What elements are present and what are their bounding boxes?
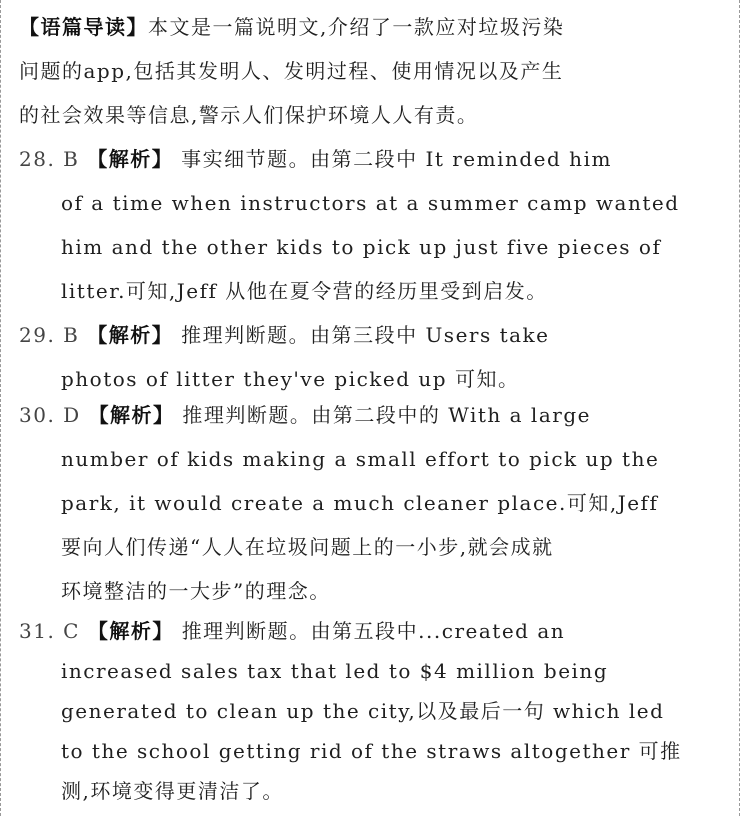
answer-line: number of kids making a small effort to pick up the (61, 447, 660, 471)
answer-line: litter.可知,Jeff 从他在夏令营的经历里受到启发。 (61, 279, 548, 303)
intro-line: 问题的app,包括其发明人、发明过程、使用情况以及产生 (19, 59, 564, 83)
analysis-tag: 【解析】 (88, 403, 175, 427)
answer-line: 30. D 【解析】 推理判断题。由第二段中的 With a large (19, 403, 591, 427)
answer-line: 31. C 【解析】 推理判断题。由第五段中...created an (19, 619, 566, 643)
answer-line: 环境整洁的一大步”的理念。 (61, 579, 331, 603)
answer-number: 28. B (19, 147, 80, 171)
answer-line: to the school getting rid of the straws altogether 可推 (61, 739, 682, 763)
answer-number: 29. B (19, 323, 80, 347)
answer-number: 31. C (19, 619, 80, 643)
reading-guide-tag: 【语篇导读】 (19, 15, 148, 39)
analysis-tag: 【解析】 (87, 147, 174, 171)
answer-line: of a time when instructors at a summer camp wanted (61, 191, 680, 215)
answer-line: 28. B 【解析】 事实细节题。由第二段中 It reminded him (19, 147, 612, 171)
intro-line: 的社会效果等信息,警示人们保护环境人人有责。 (19, 103, 479, 127)
answer-line: increased sales tax that led to $4 million being (61, 659, 609, 683)
answer-line: 测,环境变得更清洁了。 (61, 779, 284, 803)
answer-number: 30. D (19, 403, 81, 427)
analysis-tag: 【解析】 (87, 323, 174, 347)
answer-line: 要向人们传递“人人在垃圾问题上的一小步,就会成就 (61, 535, 554, 559)
analysis-tag: 【解析】 (87, 619, 174, 643)
answer-line: 29. B 【解析】 推理判断题。由第三段中 Users take (19, 323, 550, 347)
answer-line: him and the other kids to pick up just five pieces of (61, 235, 662, 259)
answer-line: generated to clean up the city,以及最后一句 which led (61, 699, 665, 723)
intro-line: 【语篇导读】本文是一篇说明文,介绍了一款应对垃圾污染 (19, 15, 565, 39)
answer-line: park, it would create a much cleaner place.可知,Jeff (61, 491, 659, 515)
answer-line: photos of litter they've picked up 可知。 (61, 367, 520, 391)
